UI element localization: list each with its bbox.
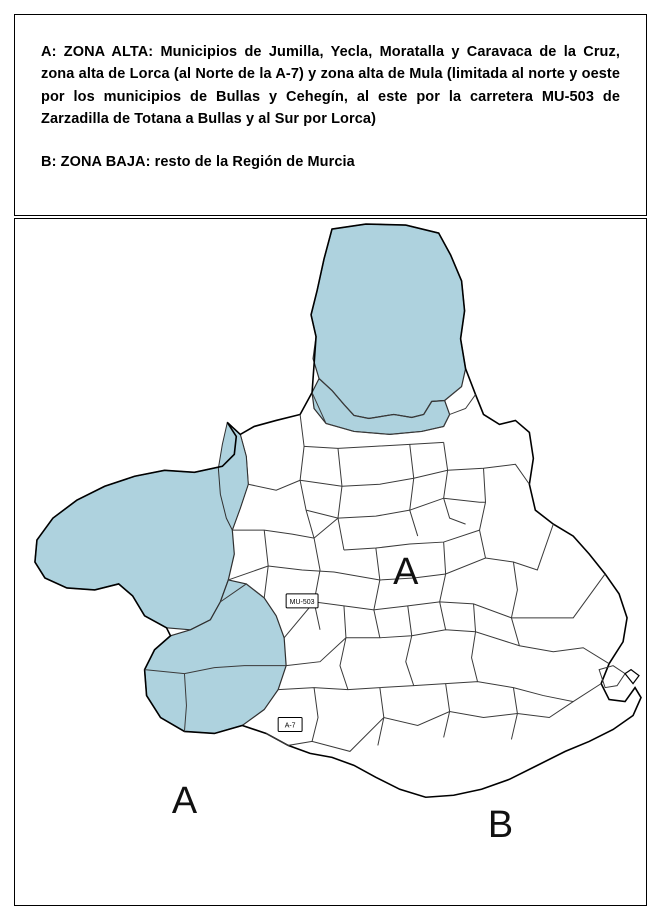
boundary-line-30 (266, 702, 573, 752)
boundary-line-25 (278, 682, 601, 702)
boundary-line-15 (344, 530, 480, 550)
map-panel (14, 218, 647, 906)
zone-a-west-shape (35, 422, 248, 629)
boundary-line-10 (306, 498, 485, 518)
boundary-line-32 (625, 670, 639, 684)
boundary-line-4 (304, 442, 444, 448)
boundary-line-8 (300, 464, 529, 486)
boundary-line-28 (444, 684, 450, 738)
boundary-line-24 (286, 630, 609, 666)
boundary-line-11 (248, 480, 300, 490)
boundary-line-14 (314, 538, 320, 630)
boundary-line-27 (378, 688, 384, 746)
murcia-map-svg (15, 219, 646, 905)
boundary-line-31 (599, 666, 625, 688)
boundary-line-16 (374, 548, 380, 638)
boundary-line-17 (440, 542, 446, 630)
boundary-line-6 (410, 444, 418, 536)
boundary-line-5 (338, 448, 344, 550)
boundary-line-26 (312, 688, 318, 742)
road-shield-a-7-label: A-7 (284, 722, 296, 730)
zone-a-north-shape (311, 224, 466, 418)
zone-a-north-label: A (393, 550, 419, 593)
boundary-line-12 (232, 518, 338, 538)
zone-a-west-label: A (171, 780, 198, 823)
boundary-line-21 (340, 606, 348, 690)
boundary-line-20 (284, 574, 605, 638)
zone-b-label: B (487, 804, 514, 847)
boundary-line-7 (444, 442, 466, 524)
road-shield-a-7 (278, 718, 302, 732)
legend-zone-a-text: A: ZONA ALTA: Municipios de Jumilla, Yecla, Moratalla y Caravaca de la Cruz, zona alta de Lorca (al Norte de la A-7) y zona alta de Mula (limitada al norte y oeste por los municipios de Bullas y Cehegín, al este por la carretera MU-503 de Zarzadilla de Totana a Bullas y al Sur por Lorca) (41, 44, 620, 128)
boundary-line-13 (264, 530, 268, 598)
legend-content (15, 15, 646, 183)
boundary-line-33 (228, 566, 268, 580)
road-shield-mu-503-label: MU-503 (289, 598, 315, 606)
legend-zone-b-text: B: ZONA BAJA: resto de la Región de Murcia (41, 153, 355, 170)
boundary-line-3 (300, 414, 314, 538)
boundary-line-9 (480, 468, 486, 558)
zone-a-areas (35, 224, 466, 733)
road-shield-mu-503 (286, 594, 318, 608)
boundary-line-22 (406, 606, 414, 686)
boundary-line-23 (472, 604, 478, 682)
boundary-line-19 (511, 562, 519, 646)
legend-panel (14, 14, 647, 216)
